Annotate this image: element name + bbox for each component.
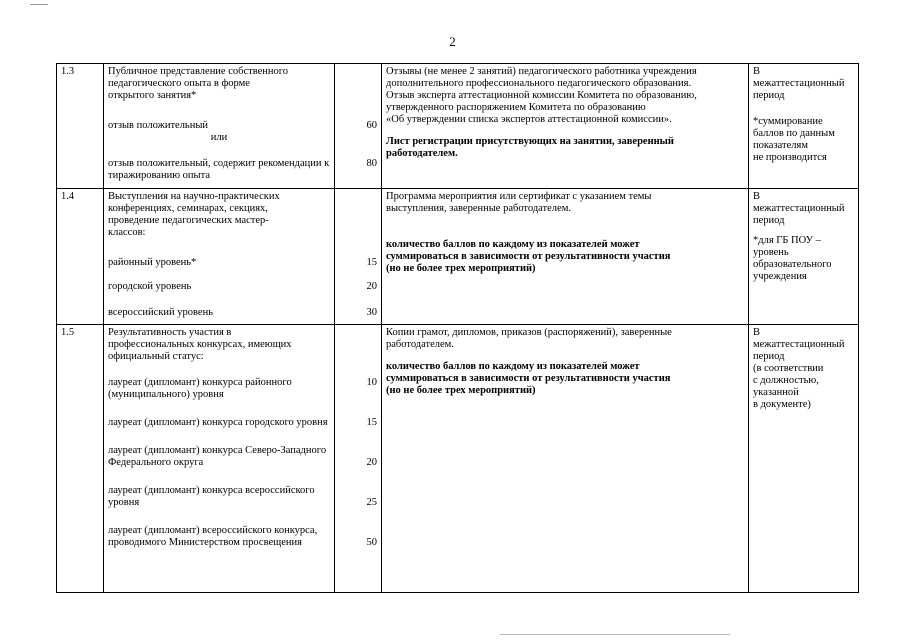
period-cell: [749, 64, 859, 189]
evidence-text: выступления, заверенные работодателем.: [386, 203, 571, 214]
period-text: межаттестационный: [753, 78, 845, 89]
criteria-table: [56, 63, 859, 593]
evidence-bold-text: количество баллов по каждому из показателей может: [386, 361, 640, 372]
note-text: (в соответствии: [753, 363, 824, 374]
scan-mark: [30, 4, 48, 5]
indicator-text: официальный статус:: [108, 351, 204, 362]
period-text: В: [753, 191, 761, 202]
row-number: 1.4: [57, 189, 104, 325]
indicator-cell: [104, 64, 335, 189]
score-value: 20: [366, 281, 377, 292]
scan-mark: [500, 634, 730, 635]
indicator-cell: [104, 189, 335, 325]
evidence-text: Отзыв эксперта аттестационной комиссии Комитета по образованию,: [386, 90, 697, 101]
indicator-cell: [104, 325, 335, 593]
score-value: 50: [366, 537, 377, 548]
evidence-bold-text: (но не более трех мероприятий): [386, 385, 536, 396]
evidence-text: работодателем.: [386, 339, 454, 350]
evidence-text: Копии грамот, дипломов, приказов (распоряжений), заверенные: [386, 327, 672, 338]
page-number: 2: [449, 34, 456, 49]
period-text: период: [753, 351, 785, 362]
note-text: учреждения: [753, 271, 807, 282]
item-label: отзыв положительный: [108, 120, 209, 131]
score-cell: [335, 64, 382, 189]
item-label: городской уровень: [108, 281, 192, 292]
note-text: показателям: [753, 140, 808, 151]
note-text: *суммирование: [753, 116, 823, 127]
evidence-cell: [382, 325, 749, 593]
evidence-bold-text: работодателем.: [386, 148, 458, 159]
table-row: [57, 189, 859, 325]
score-value: 30: [366, 307, 377, 318]
evidence-cell: [382, 64, 749, 189]
evidence-text: утвержденного распоряжением Комитета по образованию: [386, 102, 646, 113]
note-text: *для ГБ ПОУ –: [753, 235, 821, 246]
evidence-bold-text: количество баллов по каждому из показателей может: [386, 239, 640, 250]
evidence-text: «Об утверждении списка экспертов аттестационной комиссии».: [386, 114, 672, 125]
item-label: лауреат (дипломант) конкурса районного (муниципального) уровня: [108, 377, 292, 400]
score-cell: [335, 189, 382, 325]
evidence-bold-text: (но не более трех мероприятий): [386, 263, 536, 274]
score-cell: [335, 325, 382, 593]
period-text: межаттестационный: [753, 339, 845, 350]
score-value: 20: [366, 457, 377, 468]
score-value: 60: [366, 120, 377, 131]
period-text: межаттестационный: [753, 203, 845, 214]
item-label: или: [210, 132, 228, 143]
period-text: период: [753, 90, 785, 101]
table-row: [57, 64, 859, 189]
item-label: отзыв положительный, содержит рекомендации к тиражированию опыта: [108, 158, 330, 181]
table-row: [57, 325, 859, 593]
note-text: баллов по данным: [753, 128, 835, 139]
indicator-text: конференциях, семинарах, секциях,: [108, 203, 268, 214]
indicator-text: Публичное представление собственного: [108, 66, 289, 77]
indicator-text: Выступления на научно-практических: [108, 191, 280, 202]
evidence-cell: [382, 189, 749, 325]
evidence-bold-text: суммироваться в зависимости от результативности участия: [386, 373, 671, 384]
item-label: лауреат (дипломант) конкурса Северо-Западного Федерального округа: [108, 445, 327, 468]
evidence-text: Отзывы (не менее 2 занятий) педагогического работника учреждения: [386, 66, 697, 77]
indicator-text: классов:: [108, 227, 146, 238]
evidence-bold-text: Лист регистрации присутствующих на занятии, заверенный: [386, 136, 674, 147]
evidence-text: дополнительного профессионального педагогического образования.: [386, 78, 692, 89]
note-text: уровень: [753, 247, 789, 258]
indicator-text: проведение педагогических мастер-: [108, 215, 269, 226]
row-number: 1.5: [57, 325, 104, 593]
item-label: лауреат (дипломант) конкурса всероссийского уровня: [108, 485, 315, 508]
note-text: в документе): [753, 399, 811, 410]
indicator-text: Результативность участия в: [108, 327, 232, 338]
period-cell: [749, 325, 859, 593]
indicator-text: профессиональных конкурсах, имеющих: [108, 339, 292, 350]
evidence-text: Программа мероприятия или сертификат с указанием темы: [386, 191, 652, 202]
row-number: 1.3: [57, 64, 104, 189]
period-text: период: [753, 215, 785, 226]
score-value: 25: [366, 497, 377, 508]
note-text: не производится: [753, 152, 827, 163]
period-text: В: [753, 327, 761, 338]
item-label: районный уровень*: [108, 257, 197, 268]
indicator-text: педагогического опыта в форме: [108, 78, 250, 89]
period-text: В: [753, 66, 761, 77]
note-text: образовательного: [753, 259, 832, 270]
period-cell: [749, 189, 859, 325]
item-label: лауреат (дипломант) конкурса городского уровня: [108, 417, 328, 428]
indicator-text: открытого занятия*: [108, 90, 197, 101]
score-value: 15: [366, 257, 377, 268]
note-text: с должностью,: [753, 375, 819, 386]
note-text: указанной: [753, 387, 799, 398]
score-value: 10: [366, 377, 377, 388]
item-label: всероссийский уровень: [108, 307, 214, 318]
item-label: лауреат (дипломант) всероссийского конкурса, проводимого Министерством просвещения: [108, 525, 318, 548]
score-value: 15: [366, 417, 377, 428]
score-value: 80: [366, 158, 377, 169]
evidence-bold-text: суммироваться в зависимости от результативности участия: [386, 251, 671, 262]
